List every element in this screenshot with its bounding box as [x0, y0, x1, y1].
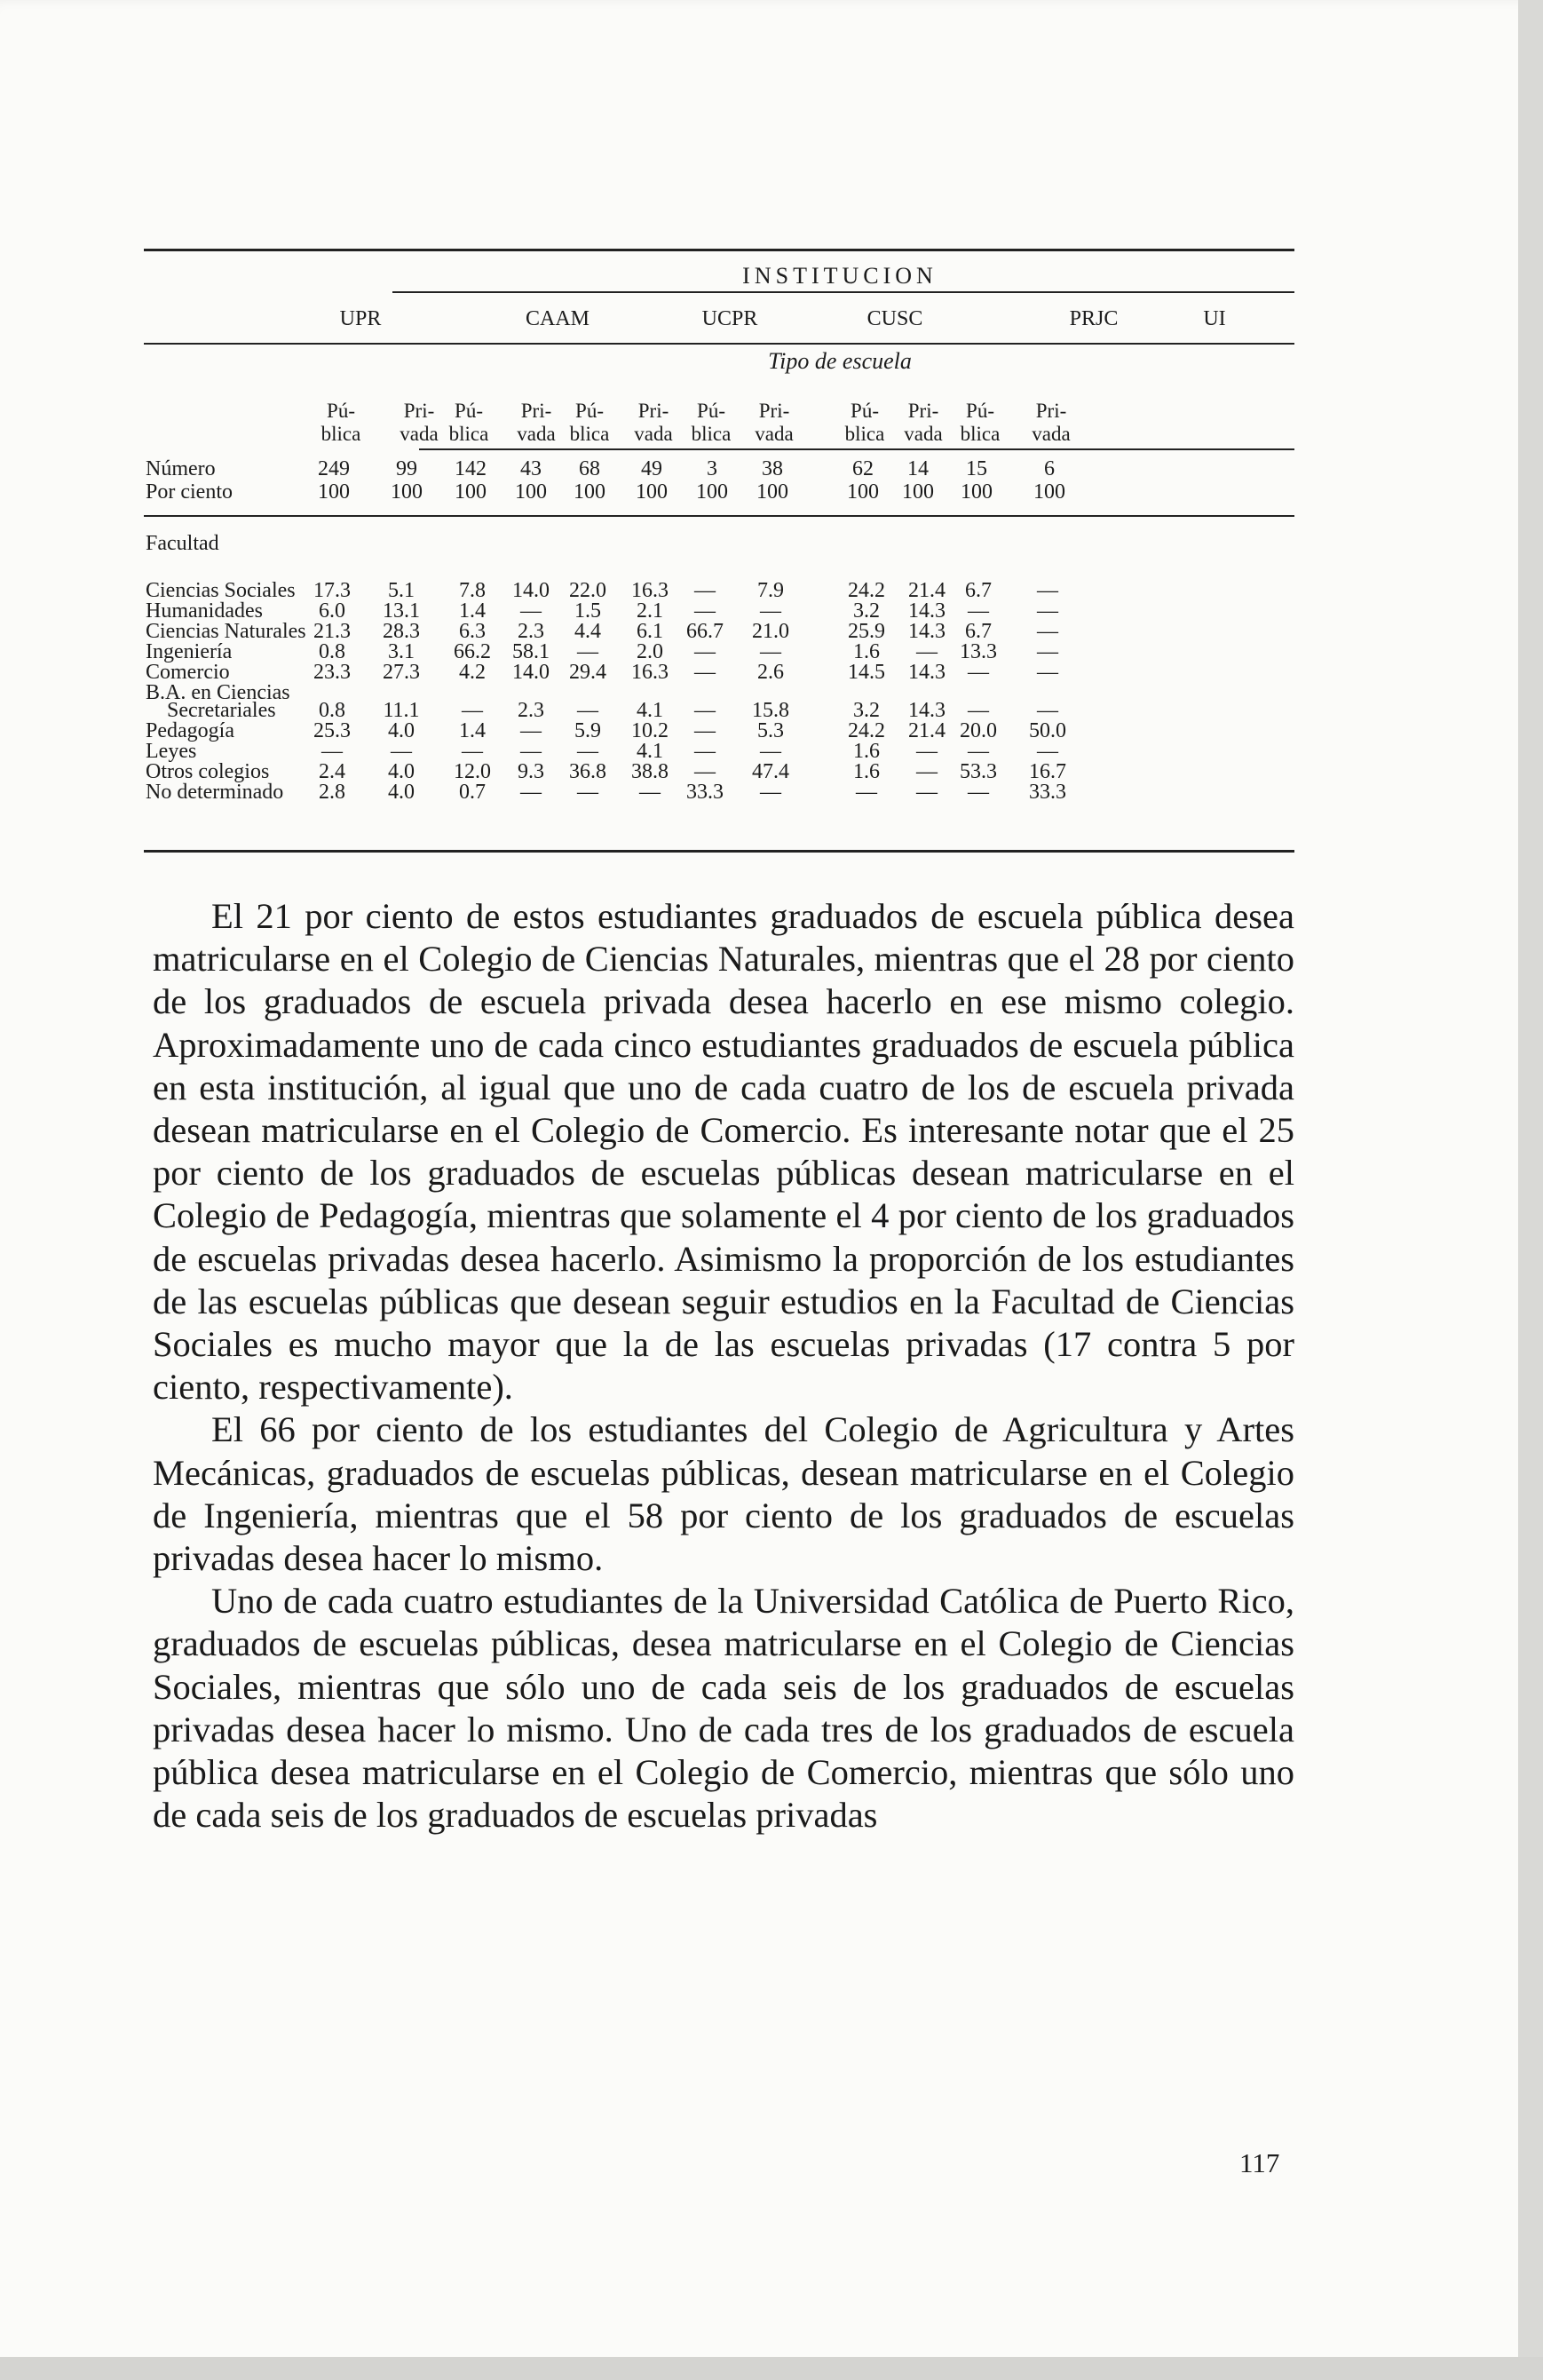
table-cell: 28.3	[383, 620, 420, 643]
table-cell: 14.3	[908, 699, 946, 722]
table-cell: 4.2	[459, 661, 486, 684]
table-cell: 4.4	[574, 620, 601, 643]
table-cell: —	[760, 781, 781, 804]
paragraph-3: Uno de cada cuatro estudiantes de la Universidad Católica de Puerto Rico, graduados de escuelas públicas, desea matricularse en el Colegio de Ciencias Sociales, mientras que sólo uno de cada seis de los graduados de escuelas privadas desea hacer lo mismo. Uno de cada tres de los graduados de escuela pública desea matricularse en el Colegio de Comercio, mientras que sólo uno de cada seis de los graduados de escuelas privadas	[153, 1581, 1294, 1836]
row-label: Pedagogía	[146, 719, 234, 742]
paragraph-1: El 21 por ciento de estos estudiantes graduados de escuela pública desea matricularse en el Colegio de Ciencias Naturales, mientras que el 28 por ciento de los graduados de escuela privada desea hacerlo en ese mismo colegio. Aproximadamente uno de cada cinco estudiantes graduados de escuela pública en esta institución, al igual que uno de cada cuatro de los de escuela privada desean matricularse en el Colegio de Comercio. Es interesante notar que el 25 por ciento de los graduados de escuelas públicas desean matricularse en el Colegio de Pedagogía, mientras que solamente el 4 por ciento de los graduados de escuelas privadas desea hacerlo. Asimismo la proporción de los estudiantes de las escuelas públicas que desean seguir estudios en la Facultad de Ciencias Sociales es mucho mayor que la de las escuelas privadas (17 contra 5 por ciento, respectivamente).	[153, 896, 1294, 1408]
table-cell: 21.4	[908, 719, 946, 742]
por-ciento-cell: 100	[696, 480, 728, 504]
table-cell: 2.1	[637, 599, 663, 623]
por-ciento-label: Por ciento	[146, 480, 233, 504]
table-cell: 29.4	[569, 661, 606, 684]
table-cell: —	[694, 699, 716, 722]
table-cell: —	[520, 719, 542, 742]
table-cell: 1.6	[853, 640, 880, 663]
paragraph-2: El 66 por ciento de los estudiantes del Colegio de Agricultura y Artes Mecánicas, graduados de escuelas públicas, desean matricularse en el Colegio de Ingeniería, mientras que el 58 por ciento de los graduados de escuelas privadas desea hacer lo mismo.	[153, 1409, 1294, 1579]
table-cell: 5.3	[757, 719, 784, 742]
table-cell: —	[694, 640, 716, 663]
table-cell: 3.2	[853, 599, 880, 623]
type-header-line2: blica	[960, 423, 1001, 446]
inst-upr: UPR	[339, 307, 382, 330]
table-cell: 38.8	[631, 760, 669, 783]
table-cell: 27.3	[383, 661, 420, 684]
table-cell: 2.4	[319, 760, 345, 783]
table-cell: —	[577, 699, 598, 722]
type-header-line1: Pri-	[403, 400, 435, 422]
inst-prjc: PRJC	[1069, 307, 1119, 330]
type-header-line1: Pú-	[966, 400, 994, 422]
table-cell: —	[577, 781, 598, 804]
numero-cell: 43	[520, 457, 542, 480]
table-cell: —	[968, 599, 989, 623]
table-cell: 14.3	[908, 599, 946, 623]
type-header-line1: Pri-	[907, 400, 939, 422]
table-title: INSTITUCION	[742, 263, 938, 289]
table-cell: 14.3	[908, 620, 946, 643]
type-header-line1: Pú-	[851, 400, 879, 422]
type-header-line1: Pú-	[455, 400, 483, 422]
table-cell: 47.4	[752, 760, 789, 783]
table-top-rule	[144, 249, 1294, 251]
table-cell: 14.0	[512, 579, 550, 602]
type-header-line1: Pú-	[697, 400, 725, 422]
numero-cell: 38	[762, 457, 783, 480]
table-cell: 2.0	[637, 640, 663, 663]
por-ciento-cell: 100	[455, 480, 487, 504]
table-cell: 9.3	[518, 760, 544, 783]
table-cell: 24.2	[848, 719, 885, 742]
table-cell: 1.6	[853, 760, 880, 783]
type-header-line1: Pú-	[327, 400, 355, 422]
table-cell: —	[760, 640, 781, 663]
type-header-line2: blica	[691, 423, 732, 446]
table-cell: —	[577, 640, 598, 663]
table-cell: 3.1	[388, 640, 415, 663]
table-cell: 21.4	[908, 579, 946, 602]
table-cell: —	[694, 740, 716, 763]
row-label: Ciencias Sociales	[146, 579, 296, 602]
table-cell: 6.0	[319, 599, 345, 623]
numero-cell: 15	[966, 457, 987, 480]
table-cell: 14.3	[908, 661, 946, 684]
table-cell: 12.0	[454, 760, 491, 783]
table-cell: 22.0	[569, 579, 606, 602]
table-cell: 53.3	[960, 760, 997, 783]
table-cell: —	[916, 740, 938, 763]
table-cell: 21.0	[752, 620, 789, 643]
row-label: Comercio	[146, 661, 230, 684]
type-header-line2: vada	[517, 423, 556, 446]
table-cell: 1.4	[459, 719, 486, 742]
type-header	[400, 400, 438, 447]
por-ciento-cell: 100	[636, 480, 668, 504]
numero-cell: 249	[318, 457, 350, 480]
table-cell: 17.3	[313, 579, 351, 602]
table-cell: 33.3	[1029, 781, 1066, 804]
table-cell: 58.1	[512, 640, 550, 663]
type-header-line2: blica	[569, 423, 610, 446]
numero-cell: 49	[641, 457, 662, 480]
table-cell: —	[1037, 661, 1058, 684]
table-cell: —	[520, 781, 542, 804]
table-cell: 16.3	[631, 661, 669, 684]
numero-cell: 99	[396, 457, 417, 480]
table-cell: —	[694, 579, 716, 602]
page-edge-right	[1518, 0, 1543, 2380]
table-cell: 1.6	[853, 740, 880, 763]
type-header	[904, 400, 942, 447]
table-cell: —	[916, 781, 938, 804]
row-label: Secretariales	[167, 699, 276, 722]
type-header	[634, 400, 672, 447]
inst-rule	[144, 343, 1294, 345]
table-cell: —	[968, 740, 989, 763]
inst-caam: CAAM	[525, 307, 590, 330]
table-cell: 2.3	[518, 620, 544, 643]
inst-ui: UI	[1203, 307, 1226, 330]
facultad-label: Facultad	[146, 532, 219, 555]
table-cell: 16.3	[631, 579, 669, 602]
table-cell: 4.1	[637, 740, 663, 763]
table-cell: 14.0	[512, 661, 550, 684]
row-label: Ciencias Naturales	[146, 620, 306, 643]
row-label: B.A. en Ciencias	[146, 681, 290, 704]
table-cell: 13.3	[960, 640, 997, 663]
table-cell: 4.1	[637, 699, 663, 722]
table-cell: 0.8	[319, 640, 345, 663]
numero-cell: 3	[707, 457, 717, 480]
header-bottom-rule	[144, 515, 1294, 517]
table-cell: —	[694, 719, 716, 742]
table-cell: —	[1037, 740, 1058, 763]
table-cell: 6.7	[965, 620, 992, 643]
table-cell: —	[639, 781, 661, 804]
row-label: Humanidades	[146, 599, 263, 623]
table-cell: —	[856, 781, 877, 804]
table-cell: —	[1037, 599, 1058, 623]
type-header-line2: vada	[400, 423, 439, 446]
table-cell: 6.7	[965, 579, 992, 602]
table-cell: 33.3	[686, 781, 724, 804]
table-cell: —	[694, 661, 716, 684]
table-cell: 1.4	[459, 599, 486, 623]
type-header-line1: Pri-	[520, 400, 552, 422]
title-underline	[392, 291, 1294, 293]
table-cell: 3.2	[853, 699, 880, 722]
por-ciento-cell: 100	[318, 480, 350, 504]
table-bottom-rule	[144, 850, 1294, 853]
type-header-line2: blica	[448, 423, 489, 446]
table-cell: 66.7	[686, 620, 724, 643]
table-cell: —	[694, 599, 716, 623]
type-header-line2: vada	[1032, 423, 1071, 446]
type-header-line2: vada	[634, 423, 673, 446]
table-cell: —	[760, 599, 781, 623]
table-cell: —	[968, 661, 989, 684]
table-cell: 25.3	[313, 719, 351, 742]
type-header	[692, 400, 732, 447]
type-header	[755, 400, 793, 447]
table-cell: —	[916, 640, 938, 663]
type-header-line1: Pri-	[758, 400, 790, 422]
table-cell: —	[462, 699, 483, 722]
table-cell: —	[1037, 699, 1058, 722]
row-label: Ingeniería	[146, 640, 233, 663]
table-cell: 50.0	[1029, 719, 1066, 742]
type-header-line2: vada	[904, 423, 943, 446]
table-cell: 1.5	[574, 599, 601, 623]
numero-label: Número	[146, 457, 216, 480]
body-text	[153, 895, 1294, 1837]
por-ciento-cell: 100	[902, 480, 934, 504]
type-header-line1: Pri-	[637, 400, 669, 422]
type-header	[1032, 400, 1070, 447]
table-cell: 0.7	[459, 781, 486, 804]
table-cell: 14.5	[848, 661, 885, 684]
table-cell: 0.8	[319, 699, 345, 722]
por-ciento-cell: 100	[961, 480, 993, 504]
table-cell: 2.6	[757, 661, 784, 684]
table-cell: 2.3	[518, 699, 544, 722]
table-cell: 2.8	[319, 781, 345, 804]
type-header-line2: vada	[755, 423, 794, 446]
numero-cell: 14	[907, 457, 929, 480]
table-cell: 11.1	[383, 699, 420, 722]
type-header-line1: Pri-	[1035, 400, 1067, 422]
type-header	[961, 400, 1001, 447]
table-cell: 23.3	[313, 661, 351, 684]
table-cell: —	[391, 740, 412, 763]
table-cell: 36.8	[569, 760, 606, 783]
table-cell: —	[760, 740, 781, 763]
numero-cell: 68	[579, 457, 600, 480]
table-cell: —	[916, 760, 938, 783]
table-cell: —	[1037, 640, 1058, 663]
numero-cell: 62	[852, 457, 874, 480]
table-cell: —	[520, 599, 542, 623]
table-cell: —	[968, 781, 989, 804]
type-header-line1: Pú-	[575, 400, 604, 422]
inst-ucpr: UCPR	[701, 307, 758, 330]
table-cell: 4.0	[388, 760, 415, 783]
page-number: 117	[1239, 2147, 1280, 2178]
table-cell: 25.9	[848, 620, 885, 643]
table-cell: 21.3	[313, 620, 351, 643]
table-cell: —	[1037, 620, 1058, 643]
type-header-line2: blica	[320, 423, 361, 446]
table-cell: 10.2	[631, 719, 669, 742]
table-cell: 16.7	[1029, 760, 1066, 783]
row-label: Otros colegios	[146, 760, 270, 783]
numero-cell: 6	[1044, 457, 1055, 480]
table-cell: 7.8	[459, 579, 486, 602]
type-header-line2: blica	[844, 423, 885, 446]
row-label: Leyes	[146, 740, 197, 763]
table-cell: —	[462, 740, 483, 763]
table-cell: 13.1	[383, 599, 420, 623]
row-label: No determinado	[146, 781, 284, 804]
type-header	[449, 400, 489, 447]
por-ciento-cell: 100	[515, 480, 547, 504]
page-edge-bottom	[0, 2357, 1543, 2380]
table-cell: 24.2	[848, 579, 885, 602]
numero-cell: 142	[455, 457, 487, 480]
table-cell: 66.2	[454, 640, 491, 663]
table-cell: —	[520, 740, 542, 763]
table-cell: 20.0	[960, 719, 997, 742]
table-cell: 15.8	[752, 699, 789, 722]
table-cell: —	[1037, 579, 1058, 602]
por-ciento-cell: 100	[847, 480, 879, 504]
por-ciento-cell: 100	[391, 480, 423, 504]
inst-cusc: CUSC	[866, 307, 923, 330]
table-cell: —	[694, 760, 716, 783]
table-cell: 7.9	[757, 579, 784, 602]
type-header	[570, 400, 610, 447]
table-cell: 5.9	[574, 719, 601, 742]
table-cell: —	[577, 740, 598, 763]
tipo-de-escuela: Tipo de escuela	[768, 348, 912, 374]
type-header	[517, 400, 555, 447]
table-cell: 4.0	[388, 781, 415, 804]
table-cell: 6.1	[637, 620, 663, 643]
table-cell: 6.3	[459, 620, 486, 643]
table-cell: 4.0	[388, 719, 415, 742]
por-ciento-cell: 100	[1033, 480, 1065, 504]
table-cell: —	[321, 740, 343, 763]
type-header	[845, 400, 885, 447]
table-cell: —	[968, 699, 989, 722]
por-ciento-cell: 100	[756, 480, 788, 504]
table-cell: 5.1	[388, 579, 415, 602]
por-ciento-cell: 100	[574, 480, 605, 504]
type-rule	[419, 448, 1294, 450]
type-header	[321, 400, 361, 447]
